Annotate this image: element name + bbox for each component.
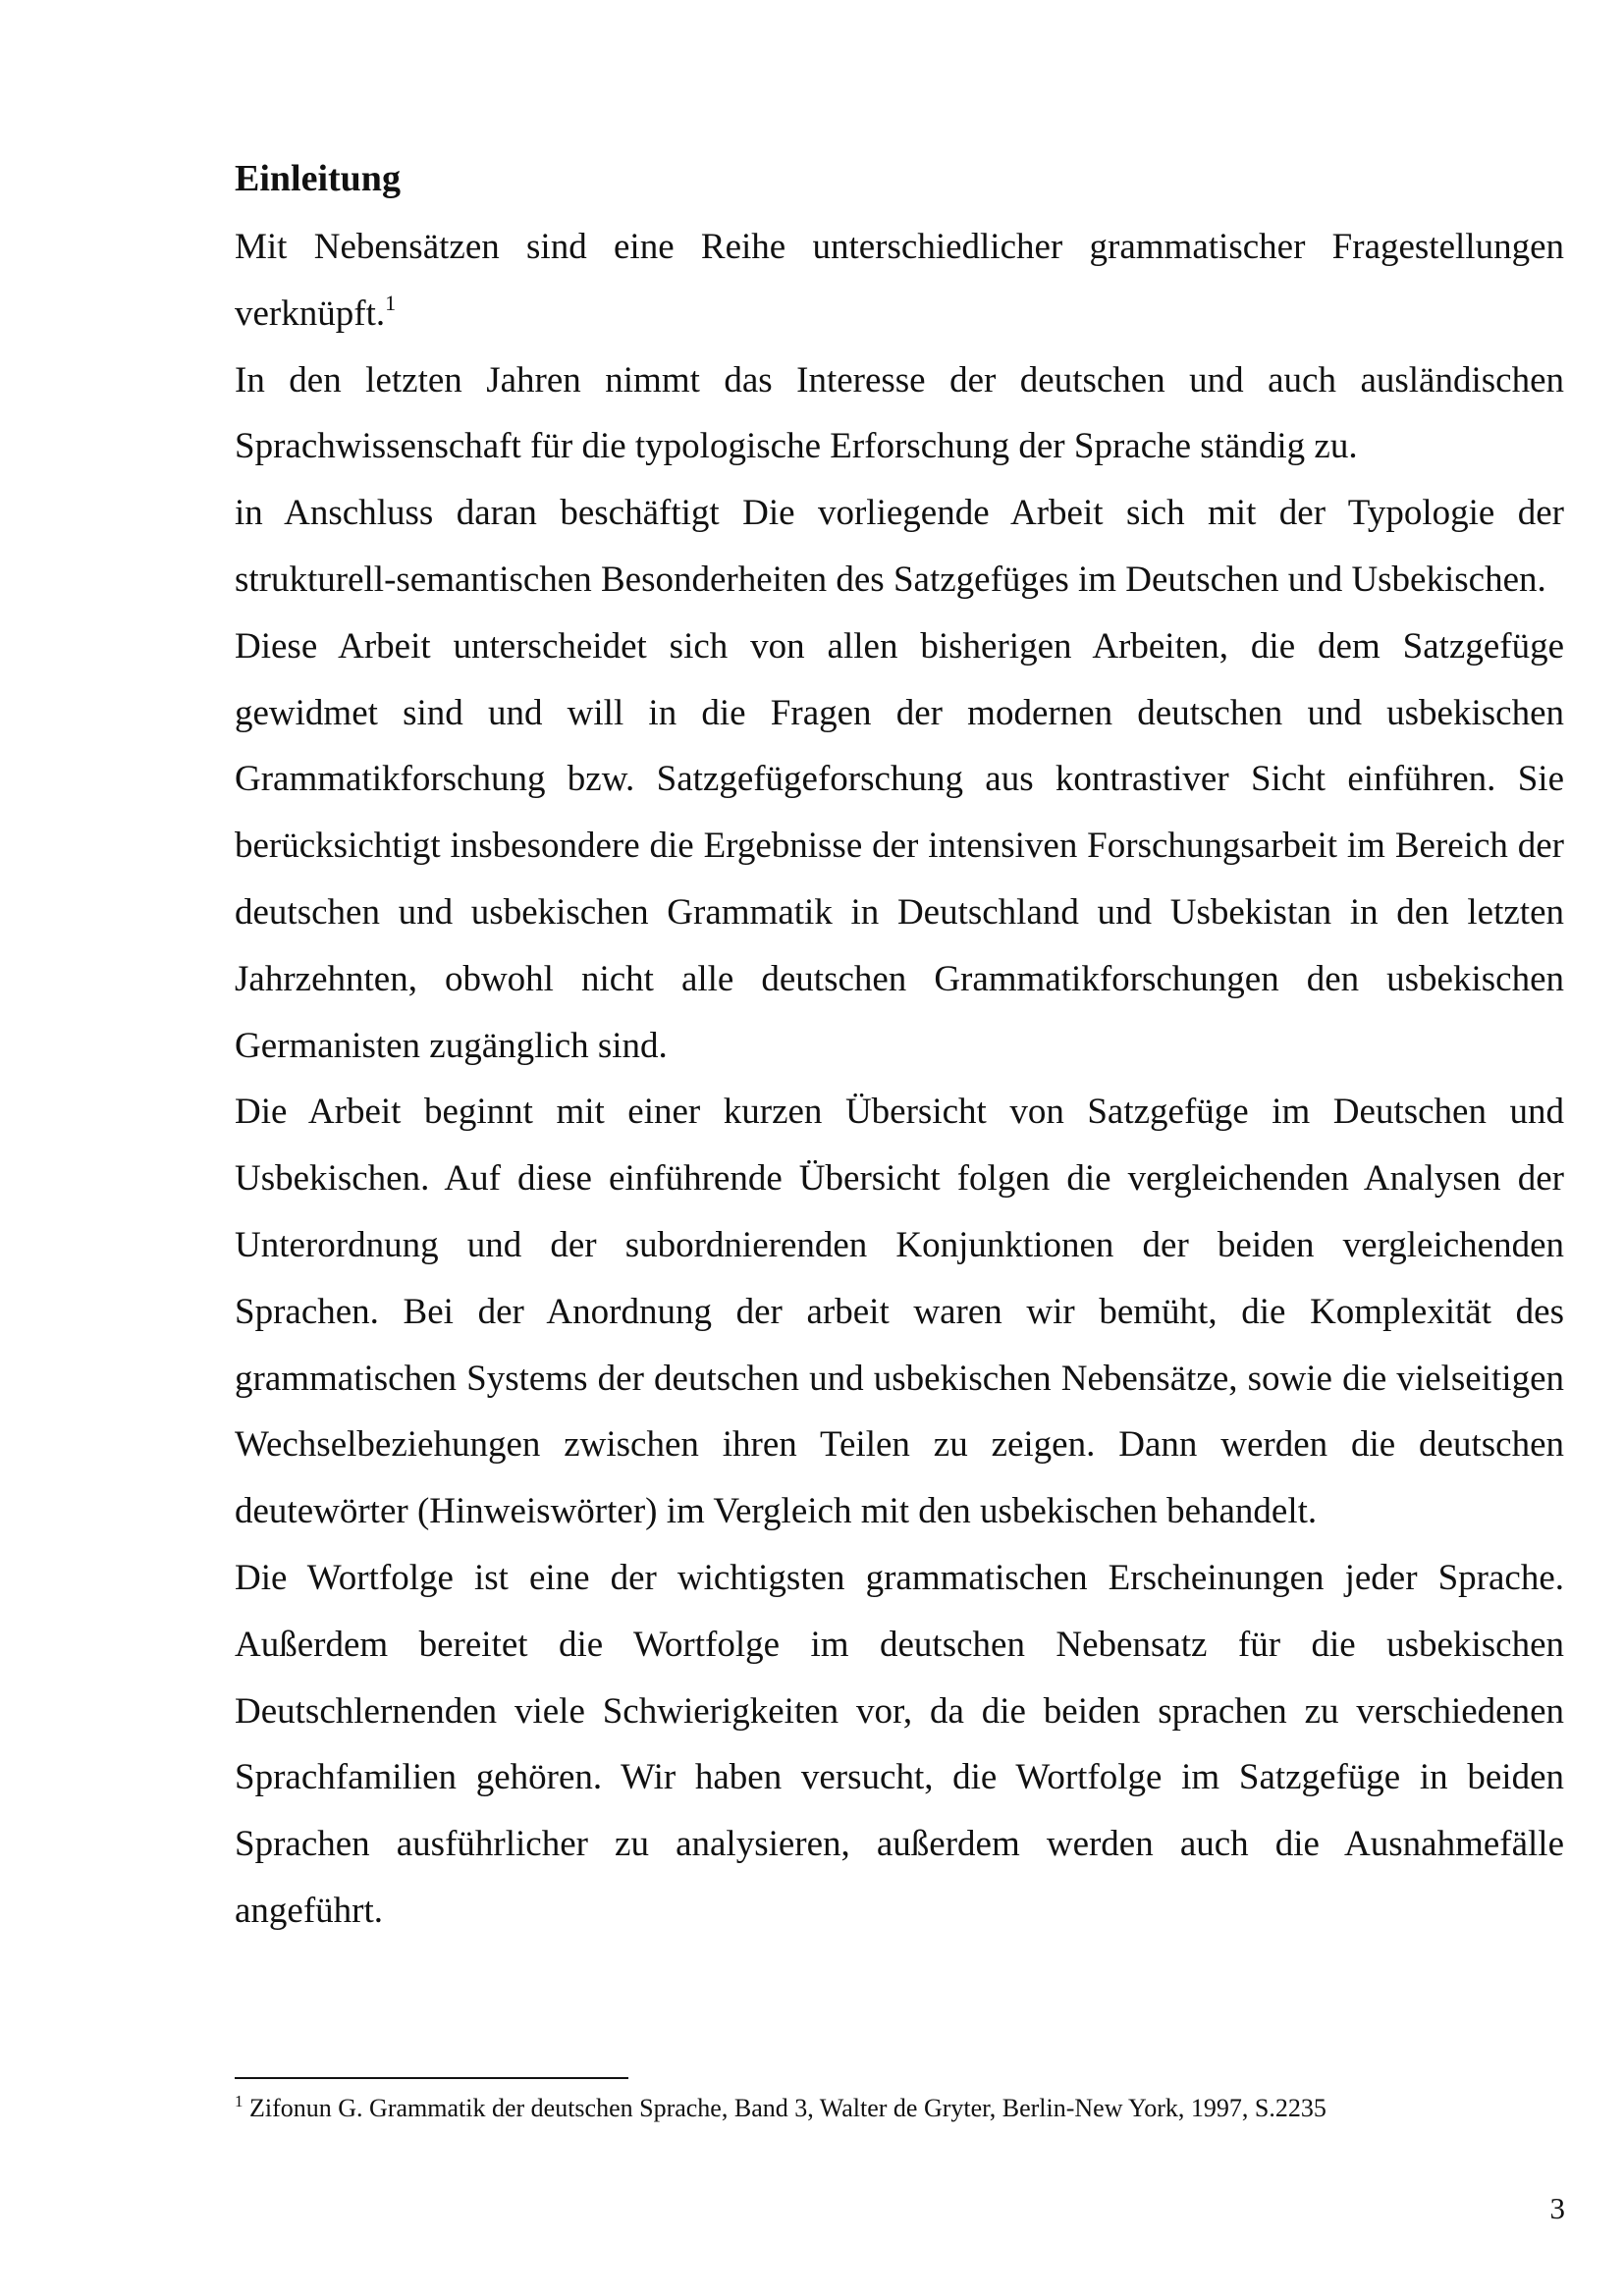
paragraph [235, 214, 1564, 347]
footnote-text: Zifonun G. Grammatik der deutschen Sprache, Band 3, Walter de Gryter, Berlin-New York, 1997, S.2235 [249, 2094, 1326, 2122]
footnote-number: 1 [235, 2092, 244, 2110]
paragraph-text: Mit Nebensätzen sind eine Reihe unterschiedlicher grammatischer Fragestellungen verknüpft. [235, 227, 1564, 334]
page-number: 3 [1549, 2191, 1565, 2225]
page-content [235, 153, 1564, 1945]
footnote-separator [235, 2077, 628, 2079]
paragraph: in Anschluss daran beschäftigt Die vorliegende Arbeit sich mit der Typologie der strukturell-semantischen Besonderheiten des Satzgefüges im Deutschen und Usbekischen. [235, 493, 1564, 600]
footnote-reference: 1 [385, 290, 397, 315]
body-text [235, 214, 1564, 1945]
paragraph: Die Arbeit beginnt mit einer kurzen Übersicht von Satzgefüge im Deutschen und Usbekischen. Auf diese einführende Übersicht folgen die vergleichenden Analysen der Unterordnung und der subordnierenden Konjunktionen der beiden vergleichenden Sprachen. Bei der Anordnung der arbeit waren wir bemüht, die Komplexität des grammatischen Systems der deutschen und usbekischen Nebensätze, sowie die vielseitigen Wechselbeziehungen zwischen ihren Teilen zu zeigen. Dann werden die deutschen deutewörter (Hinweiswörter) im Vergleich mit den usbekischen behandelt. [235, 1092, 1564, 1532]
section-heading: Einleitung [235, 158, 401, 199]
paragraph: Diese Arbeit unterscheidet sich von allen bisherigen Arbeiten, die dem Satzgefüge gewidmet sind und will in die Fragen der modernen deutschen und usbekischen Grammatikforschung bzw. Satzgefügeforschung aus kontrastiver Sicht einführen. Sie berücksichtigt insbesondere die Ergebnisse der intensiven Forschungsarbeit im Bereich der deutschen und usbekischen Grammatik in Deutschland und Usbekistan in den letzten Jahrzehnten, obwohl nicht alle deutschen Grammatikforschungen den usbekischen Germanisten zugänglich sind. [235, 625, 1564, 1066]
paragraph: In den letzten Jahren nimmt das Interesse der deutschen und auch ausländischen Sprachwissenschaft für die typologische Erforschung der Sprache ständig zu. [235, 359, 1564, 467]
footnote [235, 2089, 1570, 2128]
paragraph: Die Wortfolge ist eine der wichtigsten grammatischen Erscheinungen jeder Sprache. Außerdem bereitet die Wortfolge im deutschen Nebensatz für die usbekischen Deutschlernenden viele Schwierigkeiten vor, da die beiden sprachen zu verschiedenen Sprachfamilien gehören. Wir haben versucht, die Wortfolge im Satzgefüge in beiden Sprachen ausführlicher zu analysieren, außerdem werden auch die Ausnahmefälle angeführt. [235, 1557, 1564, 1931]
